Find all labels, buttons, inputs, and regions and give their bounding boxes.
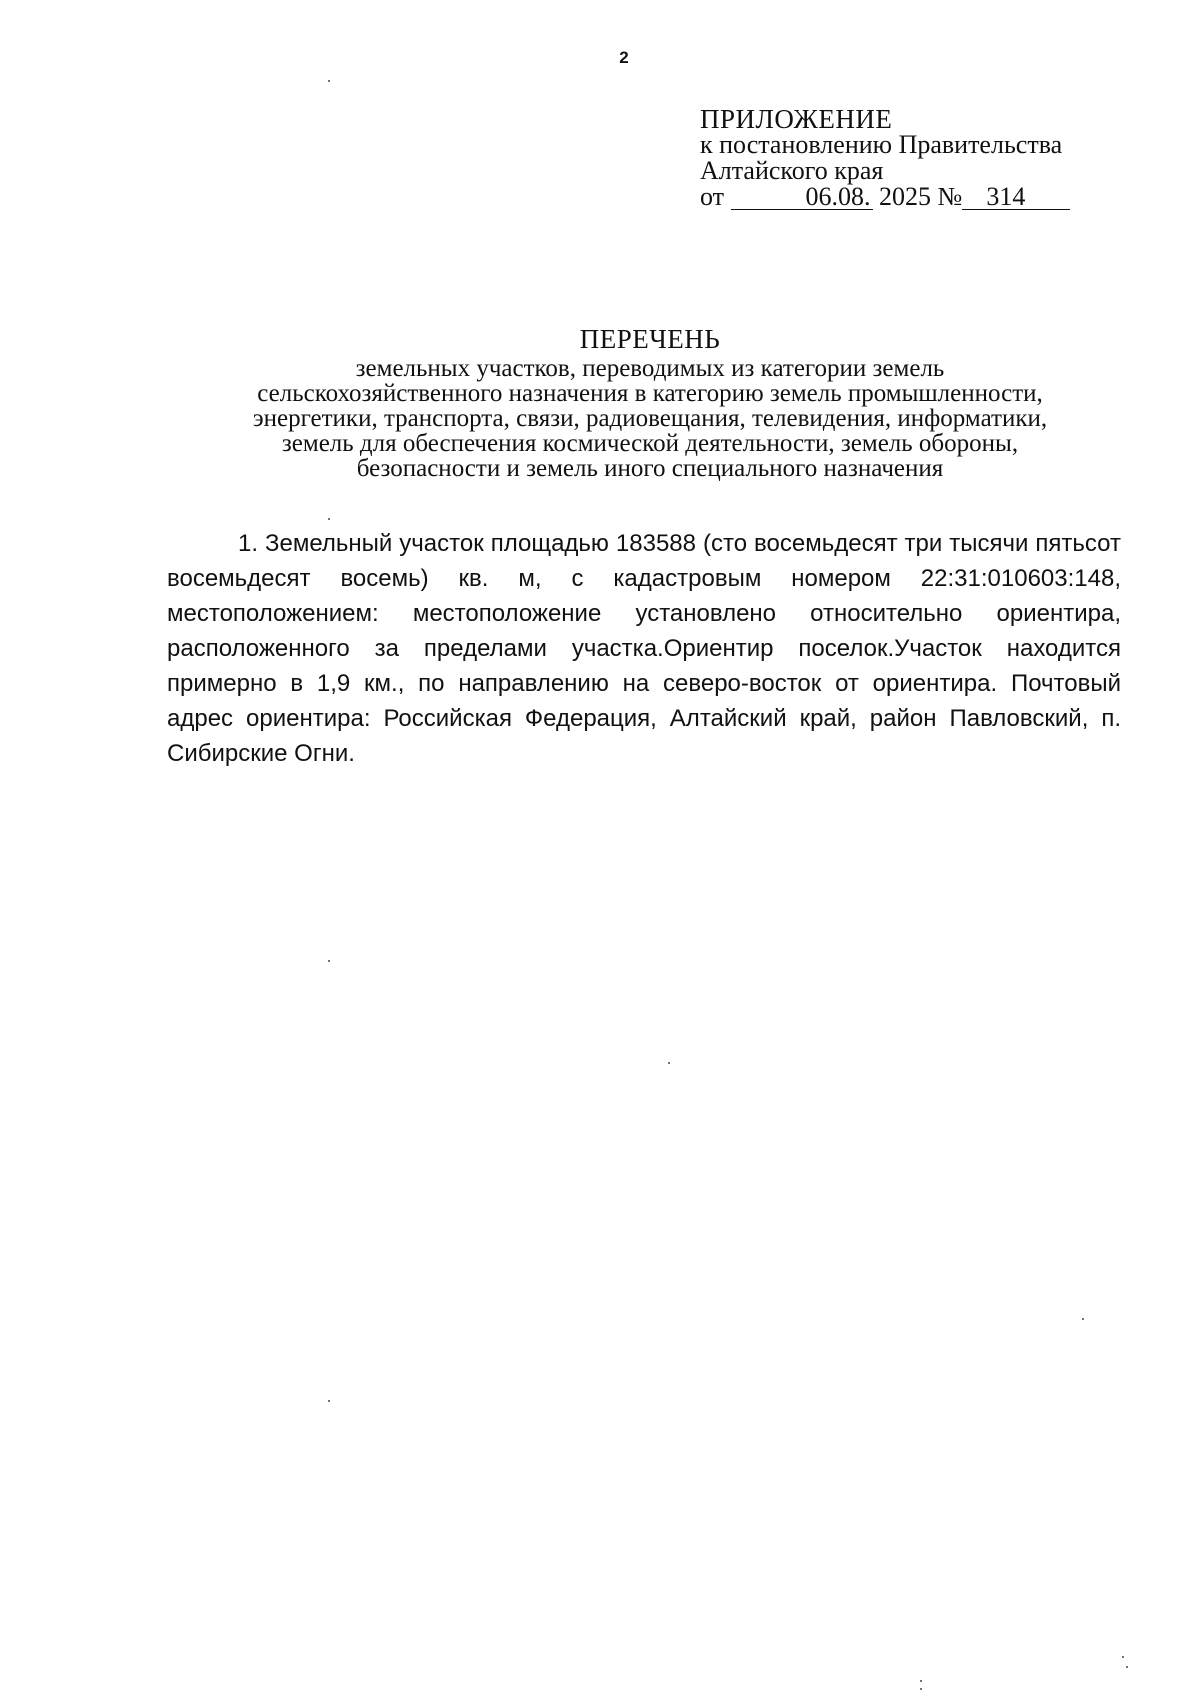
date-prefix: от [700,182,725,211]
scan-speck [328,960,330,962]
subtitle-line: земель для обеспечения космической деятельности, земель обороны, [281,430,1019,457]
scan-speck [1126,1666,1128,1668]
scan-speck [1082,1318,1084,1320]
scan-speck [920,1688,922,1690]
number-label: № [937,182,963,211]
date-field: 06.08. [731,185,873,210]
appendix-block [700,106,1070,210]
page-number: 2 [619,48,629,67]
appendix-line-2: Алтайского края [700,156,884,185]
subtitle-line: сельскохозяйственного назначения в категорию земель промышленности, [257,380,1043,407]
document-header [150,324,1150,481]
appendix-date-line [700,184,1070,210]
scan-speck [668,1062,670,1064]
document-heading: ПЕРЕЧЕНЬ [579,324,721,354]
scan-speck [920,1680,922,1682]
appendix-line-1: к постановлению Правительства [700,130,1063,159]
scan-speck [328,80,330,82]
scan-speck [328,518,330,520]
scan-speck [1122,1656,1124,1658]
subtitle-line: безопасности и земель иного специального назначения [356,455,944,482]
year-text: 2025 [879,182,932,211]
subtitle-line: земельных участков, переводимых из категории земель [355,355,945,382]
list-item-1: 1. Земельный участок площадью 183588 (сто восемьдесят три тысячи пятьсот восемьдесят восемь) кв. м, с кадастровым номером 22:31:010603:148, местоположением: местоположение установлено относительно ориентира, расположенного за пределами участка.Ориентир поселок.Участок находится примерно в 1,9 км., по направлению на северо-восток от ориентира. Почтовый адрес ориентира: Российская Федерация, Алтайский край, район Павловский, п. Сибирские Огни. [167,530,1121,767]
number-field: 314 [962,185,1070,210]
subtitle-line: энергетики, транспорта, связи, радиовещания, телевидения, информатики, [252,405,1048,432]
scan-speck [328,1400,330,1402]
appendix-title: ПРИЛОЖЕНИЕ [700,104,893,134]
